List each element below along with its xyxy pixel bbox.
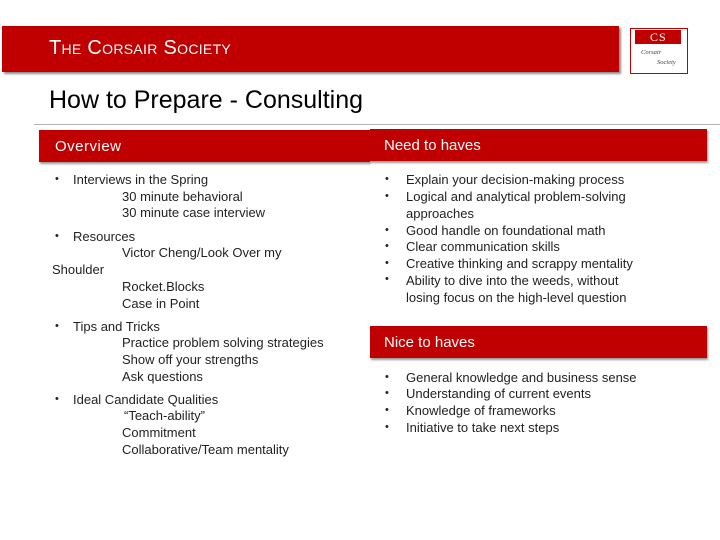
bullet-icon: • [385,190,389,202]
society-title: The Corsair Society [49,37,232,59]
corsair-society-logo [630,28,688,74]
bullet-icon: • [55,320,59,332]
overview-section-label: Interviews in the Spring [73,172,209,187]
page-title: How to Prepare - Consulting [49,86,364,114]
logo-text-line1: Corsair [641,49,662,56]
bullet-icon: • [55,393,59,405]
nice-item: Understanding of current events [406,386,591,401]
need-item: Ability to dive into the weeds, without [406,273,619,288]
bullet-icon: • [55,230,59,242]
overview-item: Ask questions [122,369,203,384]
nice-to-haves-heading: Nice to haves [370,326,707,358]
bullet-icon: • [385,173,389,185]
bullet-icon: • [385,404,389,416]
overview-item: Commitment [122,425,196,440]
need-item: Clear communication skills [406,239,560,254]
overview-item: Collaborative/Team mentality [122,442,289,457]
title-divider [34,124,720,125]
bullet-icon: • [55,173,59,185]
overview-item: Victor Cheng/Look Over my [122,245,282,260]
overview-heading: Overview [39,130,370,162]
bullet-icon: • [385,387,389,399]
need-to-haves-heading: Need to haves [370,129,707,161]
overview-item: 30 minute case interview [122,205,266,220]
overview-item: Case in Point [122,296,200,311]
overview-item: 30 minute behavioral [122,189,243,204]
overview-section-label: Ideal Candidate Qualities [73,392,219,407]
overview-item: Shoulder [52,262,105,277]
need-item-continued: approaches [406,206,474,221]
need-item: Logical and analytical problem-solving [406,189,626,204]
need-item: Creative thinking and scrappy mentality [406,256,633,271]
overview-item: “Teach-ability” [124,408,205,423]
overview-section-label: Tips and Tricks [73,319,160,334]
bullet-icon: • [385,257,389,269]
need-item: Explain your decision-making process [406,172,625,187]
nice-item: General knowledge and business sense [406,370,637,385]
need-item-continued: losing focus on the high-level question [406,290,627,305]
nice-item: Initiative to take next steps [406,420,560,435]
bullet-icon: • [385,421,389,433]
bullet-icon: • [385,371,389,383]
logo-monogram: CS [635,30,681,44]
bullet-icon: • [385,273,389,285]
bullet-icon: • [385,240,389,252]
overview-item: Rocket.Blocks [122,279,205,294]
overview-section-label: Resources [73,229,136,244]
bullet-icon: • [385,224,389,236]
logo-text-line2: Society [657,59,676,66]
nice-item: Knowledge of frameworks [406,403,556,418]
overview-item: Show off your strengths [122,352,259,367]
need-item: Good handle on foundational math [406,223,606,238]
overview-item: Practice problem solving strategies [122,335,324,350]
